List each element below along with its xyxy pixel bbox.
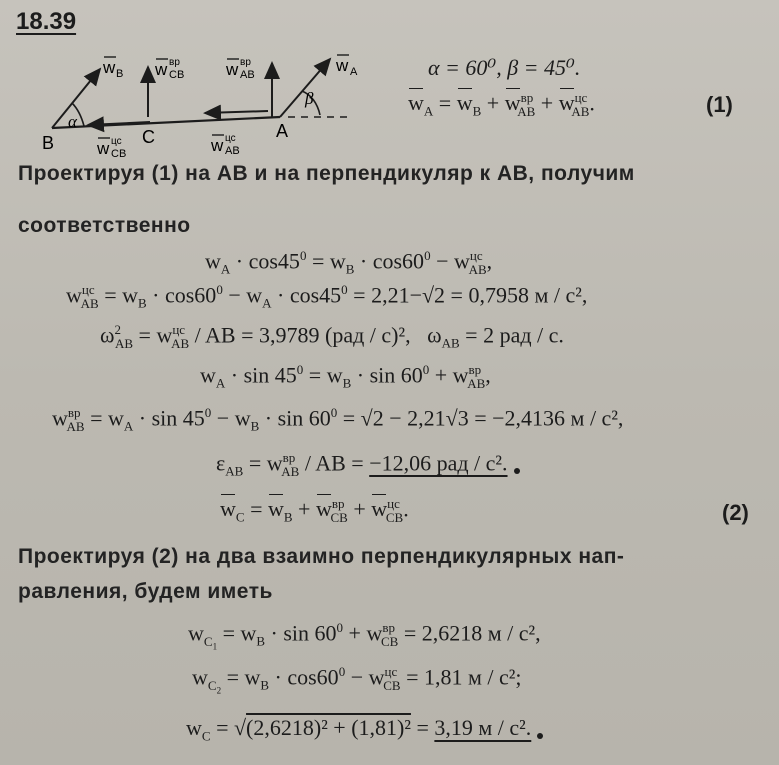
svg-text:AB: AB	[225, 145, 240, 157]
point-c-label: C	[142, 127, 155, 147]
formula-projection-ab: $w_A \cdot \cos 45^0 = w_B \cdot \cos 60^0 - w^{цс}_{AB}$,	[205, 248, 493, 277]
formula-omega: $\omega^2_{AB} = w^{цс}_{AB}$ / AB = 3,9789 (рад / с)², $\omega_{AB} = 2$ рад / с.	[100, 322, 564, 351]
point-b-label: B	[42, 133, 55, 153]
svg-text:w: w	[211, 136, 224, 155]
label-wb	[102, 57, 123, 80]
equation-1: $w_A = w_B + w^{вр}_{AB} + w^{цс}_{AB}$.	[408, 90, 595, 119]
problem-number: 18.39	[16, 8, 77, 35]
point-a-label: A	[276, 121, 289, 141]
svg-text:CB: CB	[169, 69, 185, 81]
formula-wab-vr: $w^{вр}_{AB} = w_A \cdot \sin 45^0 - w_B \cdot \sin 60^0 = √2 - 2,21√3 = -2,4136$ м / с²,	[52, 405, 624, 434]
formula-wc: $w_C = √(2,6218)^2 + (1,81)^2 = 3,19$ м / с².	[186, 715, 543, 744]
formula-wc2: $w_{C_2} = w_B \cdot \cos 60^0 - w^{цс}_{CB} = 1,81$ м / с²;	[192, 664, 522, 696]
svg-text:AB: AB	[240, 69, 255, 81]
label-wab-vr	[225, 57, 255, 81]
vector-wab-cs	[205, 111, 268, 113]
svg-text:w: w	[155, 60, 168, 79]
paragraph-2-line-2: равления, будем иметь	[18, 580, 273, 603]
svg-text:w: w	[97, 139, 110, 158]
svg-text:цс: цс	[225, 133, 236, 144]
svg-text:CB: CB	[111, 148, 127, 160]
acceleration-diagram	[40, 45, 370, 160]
paragraph-1-line-2: соответственно	[18, 214, 191, 237]
label-wab-cs	[210, 133, 240, 157]
given-angles: α = 60⁰, β = 45⁰.	[428, 55, 581, 80]
label-wcb-vr	[154, 57, 184, 81]
equation-2-number: (2)	[722, 500, 749, 525]
svg-text:вр: вр	[240, 57, 251, 68]
alpha-label: α	[68, 112, 77, 131]
equation-1-number: (1)	[706, 92, 733, 117]
vector-wa	[280, 59, 330, 117]
formula-wc1: $w_{C_1} = w_B \cdot \sin 60^0 + w^{вр}_{CB} = 2,6218$ м / с²,	[188, 620, 541, 652]
svg-text:w: w	[336, 56, 349, 75]
svg-text:w: w	[226, 60, 239, 79]
svg-text:B: B	[116, 68, 124, 80]
svg-text:цс: цс	[111, 136, 122, 147]
label-wa	[335, 55, 358, 78]
svg-text:вр: вр	[169, 57, 180, 68]
formula-projection-perp: $w_A \cdot \sin 45^0 = w_B \cdot \sin 60^0 + w^{вр}_{AB}$,	[200, 362, 491, 391]
rod-ab	[52, 117, 280, 128]
svg-text:A: A	[350, 66, 358, 78]
equation-2: $w_C = w_B + w^{вр}_{CB} + w^{цс}_{CB}$.	[220, 496, 409, 525]
svg-text:w: w	[103, 58, 116, 77]
beta-label: β	[305, 89, 314, 108]
label-wcb-cs	[96, 136, 126, 160]
paragraph-2-line-1: Проектируя (2) на два взаимно перпендикулярных нап-	[18, 545, 625, 568]
formula-epsilon: $\varepsilon_{AB} = w^{вр}_{AB}$ / AB = −12,06 рад / с².	[216, 450, 520, 480]
paragraph-1-line-1: Проектируя (1) на AB и на перпендикуляр к AB, получим	[18, 162, 635, 185]
formula-wab-cs: $w^{цс}_{AB} = w_B \cdot \cos 60^0 - w_A \cdot \cos 45^0 = 2,21-√2 = 0,7958$ м / с²,	[66, 282, 588, 311]
